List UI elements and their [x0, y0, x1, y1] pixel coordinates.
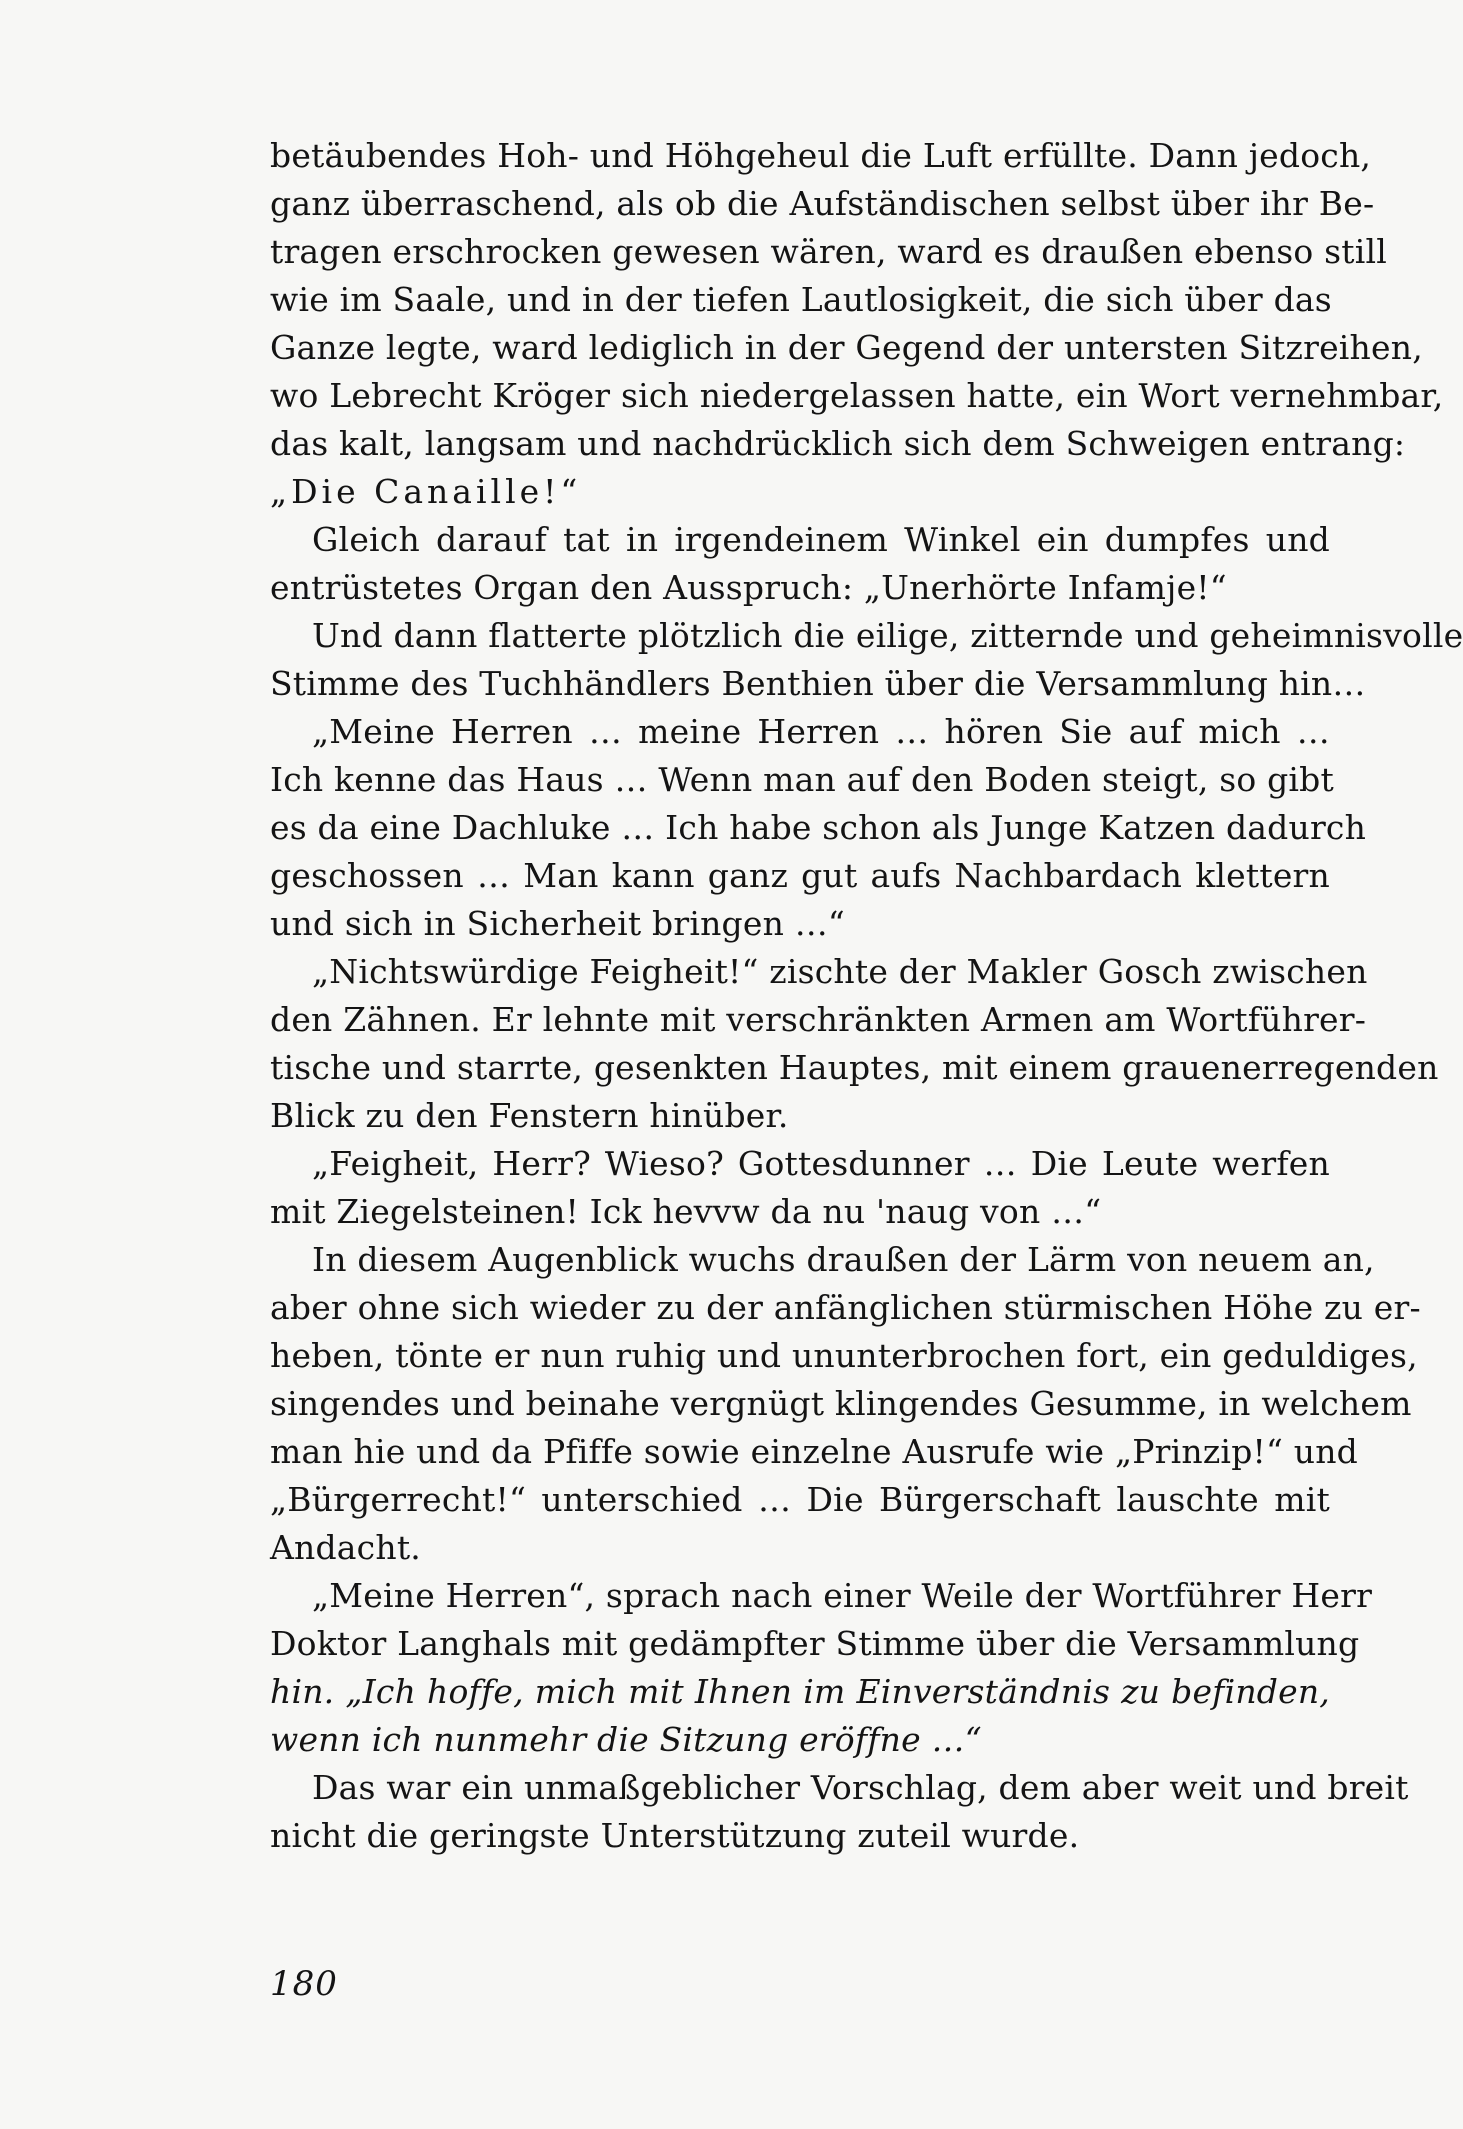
text-line: man hie und da Pfiffe sowie einzelne Ausrufe wie „Prinzip!“ und	[270, 1432, 1358, 1471]
text-line: nicht die geringste Unterstützung zuteil wurde.	[270, 1816, 1080, 1855]
book-page	[270, 132, 1463, 2012]
text-line: ganz überraschend, als ob die Aufständischen selbst über ihr Be-	[270, 184, 1375, 223]
text-line: Ich kenne das Haus … Wenn man auf den Boden steigt, so gibt	[270, 760, 1334, 799]
text-line: hin. „Ich hoffe, mich mit Ihnen im Einverständnis zu befinden,	[270, 1672, 1330, 1711]
text-line: wenn ich nunmehr die Sitzung eröffne …“	[270, 1720, 982, 1759]
text-line: „Feigheit, Herr? Wieso? Gottesdunner … Die Leute werfen	[312, 1144, 1330, 1183]
text-line: entrüstetes Organ den Ausspruch: „Unerhörte Infamje!“	[270, 568, 1227, 607]
text-line: Stimme des Tuchhändlers Benthien über die Versammlung hin…	[270, 664, 1366, 703]
text-line: wie im Saale, und in der tiefen Lautlosigkeit, die sich über das	[270, 280, 1332, 319]
text-line: das kalt, langsam und nachdrücklich sich dem Schweigen entrang:	[270, 424, 1406, 463]
text-line: Blick zu den Fenstern hinüber.	[270, 1096, 789, 1135]
text-line: „Meine Herren … meine Herren … hören Sie auf mich …	[312, 712, 1330, 751]
text-line: betäubendes Hoh- und Höhgeheul die Luft erfüllte. Dann jedoch,	[270, 136, 1372, 175]
text-line: „Nichtswürdige Feigheit!“ zischte der Makler Gosch zwischen	[312, 952, 1368, 991]
text-line: „Meine Herren“, sprach nach einer Weile der Wortführer Herr	[312, 1576, 1373, 1615]
text-line: Doktor Langhals mit gedämpfter Stimme über die Versammlung	[270, 1624, 1360, 1663]
text-line: es da eine Dachluke … Ich habe schon als Junge Katzen dadurch	[270, 808, 1367, 847]
text-line: Ganze legte, ward lediglich in der Gegend der untersten Sitzreihen,	[270, 328, 1423, 367]
text-line: In diesem Augenblick wuchs draußen der Lärm von neuem an,	[312, 1240, 1375, 1279]
text-line: aber ohne sich wieder zu der anfänglichen stürmischen Höhe zu er-	[270, 1288, 1421, 1327]
text-line: „Bürgerrecht!“ unterschied … Die Bürgerschaft lauschte mit	[270, 1480, 1330, 1519]
text-line: geschossen … Man kann ganz gut aufs Nachbardach klettern	[270, 856, 1330, 895]
text-line: heben, tönte er nun ruhig und ununterbrochen fort, ein geduldiges,	[270, 1336, 1418, 1375]
text-line: Gleich darauf tat in irgendeinem Winkel ein dumpfes und	[312, 520, 1330, 559]
text-line: mit Ziegelsteinen! Ick hevvw da nu 'naug von …“	[270, 1192, 1102, 1231]
text-line: Andacht.	[270, 1528, 421, 1567]
text-line: Das war ein unmaßgeblicher Vorschlag, dem aber weit und breit	[312, 1768, 1409, 1807]
text-line: wo Lebrecht Kröger sich niedergelassen hatte, ein Wort vernehmbar,	[270, 376, 1444, 415]
text-line: den Zähnen. Er lehnte mit verschränkten Armen am Wortführer-	[270, 1000, 1367, 1039]
page-number: 180	[270, 1964, 338, 2004]
text-line: „Die Canaille!“	[270, 472, 582, 511]
text-line: und sich in Sicherheit bringen …“	[270, 904, 845, 943]
text-line: Und dann flatterte plötzlich die eilige, zitternde und geheimnisvolle	[312, 616, 1463, 655]
text-line: singendes und beinahe vergnügt klingendes Gesumme, in welchem	[270, 1384, 1412, 1423]
text-line: tragen erschrocken gewesen wären, ward es draußen ebenso still	[270, 232, 1387, 271]
text-line: tische und starrte, gesenkten Hauptes, mit einem grauenerregenden	[270, 1048, 1439, 1087]
